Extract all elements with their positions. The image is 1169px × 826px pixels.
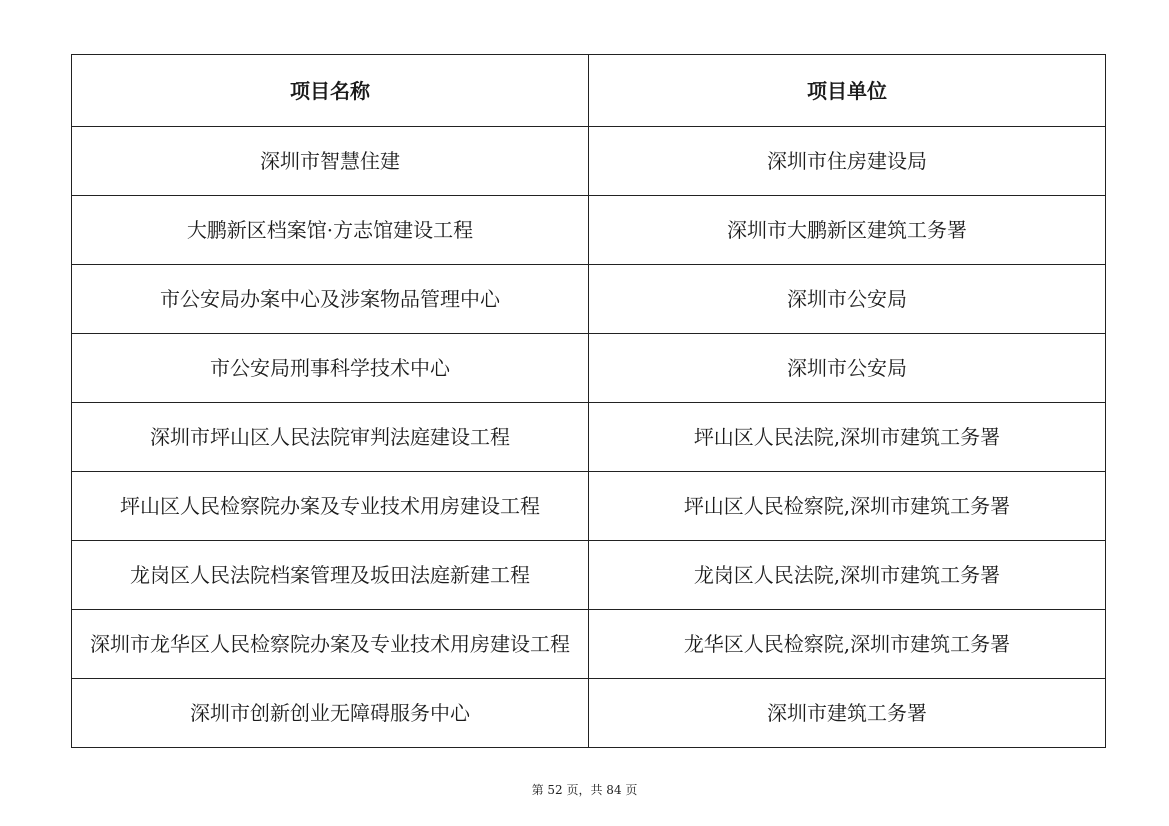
cell-project-name: 坪山区人民检察院办案及专业技术用房建设工程	[72, 472, 589, 541]
cell-project-unit: 龙华区人民检察院,深圳市建筑工务署	[589, 610, 1106, 679]
table-row	[72, 541, 1106, 610]
table-row	[72, 265, 1106, 334]
table-row	[72, 334, 1106, 403]
cell-project-name: 市公安局刑事科学技术中心	[72, 334, 589, 403]
cell-project-unit: 坪山区人民法院,深圳市建筑工务署	[589, 403, 1106, 472]
table-row	[72, 127, 1106, 196]
cell-project-unit: 坪山区人民检察院,深圳市建筑工务署	[589, 472, 1106, 541]
header-project-name: 项目名称	[72, 55, 589, 127]
cell-project-unit: 深圳市大鹏新区建筑工务署	[589, 196, 1106, 265]
table-row	[72, 679, 1106, 748]
cell-project-name: 深圳市智慧住建	[72, 127, 589, 196]
cell-project-unit: 深圳市建筑工务署	[589, 679, 1106, 748]
header-project-unit: 项目单位	[589, 55, 1106, 127]
cell-project-name: 大鹏新区档案馆·方志馆建设工程	[72, 196, 589, 265]
cell-project-name: 深圳市坪山区人民法院审判法庭建设工程	[72, 403, 589, 472]
table-row	[72, 196, 1106, 265]
table-header-row	[72, 55, 1106, 127]
page-number: 第 52 页，共 84 页	[531, 783, 638, 797]
cell-project-unit: 龙岗区人民法院,深圳市建筑工务署	[589, 541, 1106, 610]
project-table	[71, 54, 1106, 748]
cell-project-unit: 深圳市公安局	[589, 334, 1106, 403]
cell-project-name: 龙岗区人民法院档案管理及坂田法庭新建工程	[72, 541, 589, 610]
cell-project-name: 深圳市创新创业无障碍服务中心	[72, 679, 589, 748]
cell-project-unit: 深圳市公安局	[589, 265, 1106, 334]
cell-project-name: 深圳市龙华区人民检察院办案及专业技术用房建设工程	[72, 610, 589, 679]
cell-project-name: 市公安局办案中心及涉案物品管理中心	[72, 265, 589, 334]
table-row	[72, 403, 1106, 472]
table-row	[72, 472, 1106, 541]
table-row	[72, 610, 1106, 679]
cell-project-unit: 深圳市住房建设局	[589, 127, 1106, 196]
